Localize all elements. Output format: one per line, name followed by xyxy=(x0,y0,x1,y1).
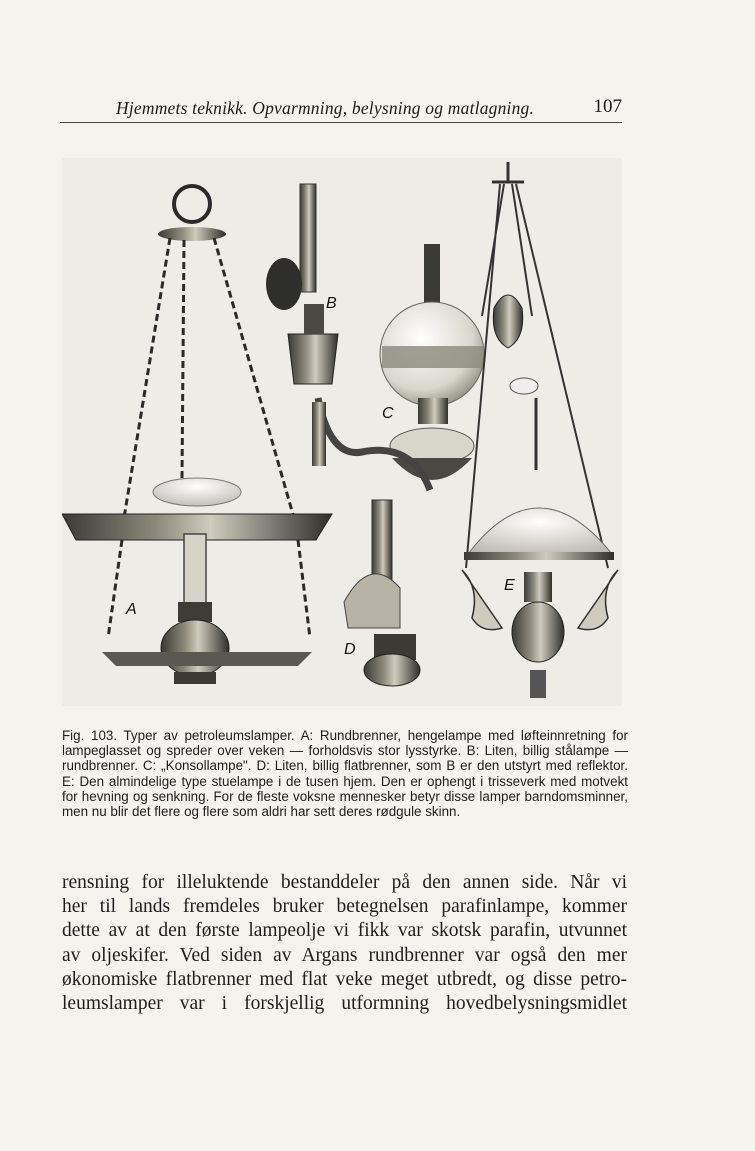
figure-caption xyxy=(62,728,628,819)
lamp-e xyxy=(462,162,618,698)
body-line: av oljeskifer. Ved siden av Argans rundbrenner var også den mer xyxy=(62,944,627,966)
page-number: 107 xyxy=(593,96,622,117)
running-header xyxy=(60,96,622,123)
body-line: økonomiske flatbrenner med flat veke meget utbredt, og disse petro- xyxy=(62,968,627,990)
body-paragraph xyxy=(62,871,627,1016)
lamp-figure xyxy=(62,158,622,706)
label-c: C xyxy=(382,405,394,422)
lamp-illustration xyxy=(62,158,622,706)
lamp-c xyxy=(312,244,484,490)
body-line: rensning for illeluktende bestanddeler på den annen side. Når vi xyxy=(62,872,627,893)
label-a: A xyxy=(126,601,137,618)
figure-caption-text: Fig. 103. Typer av petroleumslamper. A: Rundbrenner, hengelampe med løfteinnretning for lampeglasset og spreder over veken — forholdsvis stor lysstyrke. B: Liten, billig stålampe — rundbrenner. C: „Konsollampe". D: Liten, billig flatbrenner, som B er den utstyrt med reflektor. E: Den almindelige type stuelampe i de tusen hjem. Den er ophengt i trisseverk med motvekt for hevning og senkning. For de fleste voksne mennesker betyr disse lamper barndomsminner, men nu blir det flere og flere som aldri har sett deres rødgule skinn. xyxy=(62,728,628,820)
body-line: leumslamper var i forskjellig utformning hovedbelysningsmidlet xyxy=(62,993,627,1015)
label-b: B xyxy=(326,295,337,312)
body-line: dette av at den første lampeolje vi fikk var skotsk parafin, utvunnet xyxy=(62,920,627,942)
body-line: her til lands fremdeles bruker betegnelsen parafinlampe, kommer xyxy=(62,896,627,918)
label-d: D xyxy=(344,641,356,658)
label-e: E xyxy=(504,577,515,594)
running-header-title: Hjemmets teknikk. Opvarmning, belysning og matlagning. xyxy=(116,98,535,118)
lamp-b xyxy=(266,184,338,384)
lamp-d xyxy=(344,500,420,686)
